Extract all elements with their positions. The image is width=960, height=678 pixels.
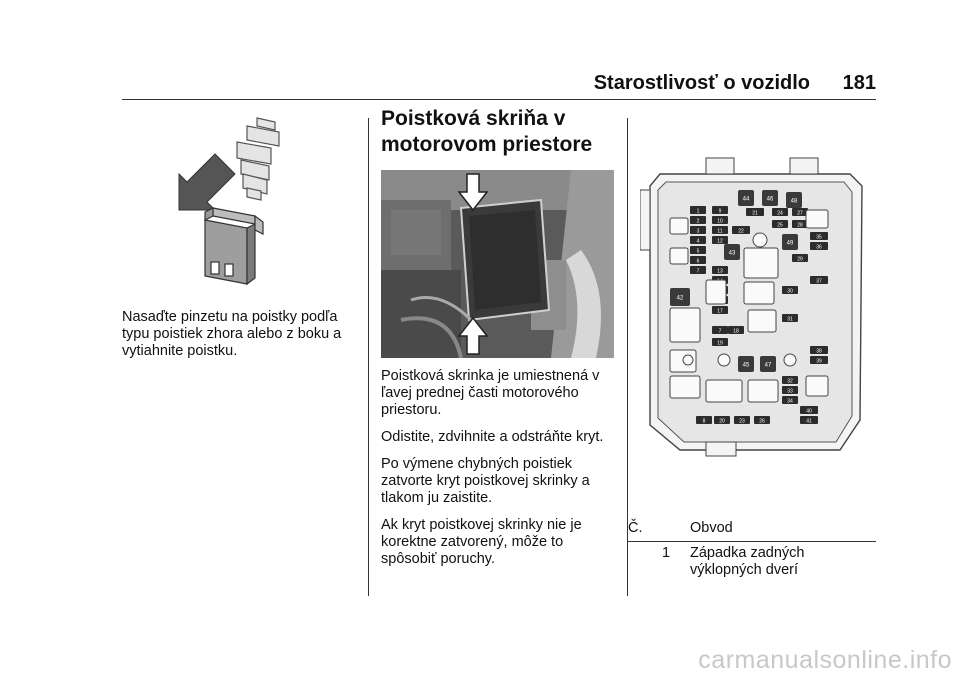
fuse-label: 30 xyxy=(787,288,793,295)
fuse-label: 35 xyxy=(816,234,822,241)
paragraph xyxy=(381,456,617,507)
fuse-label: 17 xyxy=(717,308,723,315)
fuse-label: 38 xyxy=(816,348,822,355)
engine-bay-photo xyxy=(381,170,614,358)
fuse-slot-23 xyxy=(734,416,750,425)
fuse-label: 33 xyxy=(787,388,793,395)
fuse-slot-11 xyxy=(712,226,728,235)
fuse-label: 6 xyxy=(696,258,700,265)
fuse-slot-21 xyxy=(746,208,764,217)
text-line: tlakom ju zaistite. xyxy=(381,490,493,506)
fuse-slot-10 xyxy=(712,216,728,225)
down-arrow-icon xyxy=(179,154,235,210)
fuse-slot-38 xyxy=(810,346,828,355)
header-rule xyxy=(122,99,876,100)
fuse-slot-34 xyxy=(782,396,798,405)
fuse-slot-7 xyxy=(712,326,728,335)
mounting-hole xyxy=(683,355,693,365)
relay-block xyxy=(670,218,688,234)
fuse-label: 43 xyxy=(728,250,736,257)
fuse-slot-25 xyxy=(772,220,788,229)
fuse-label: 28 xyxy=(797,222,803,229)
fuse-slot-2 xyxy=(690,216,706,225)
fuse-slot-40 xyxy=(800,406,818,415)
fuse-label: 45 xyxy=(742,362,750,369)
section-heading xyxy=(381,106,611,158)
text-line: Západka zadných xyxy=(690,545,805,561)
fuse-label: 26 xyxy=(759,418,765,425)
fuse-label: 31 xyxy=(787,316,793,323)
fuse-label: 12 xyxy=(717,238,723,245)
fuse-slot-30 xyxy=(782,286,798,295)
fuse-slot-32 xyxy=(782,376,798,385)
column-header-circuit: Obvod xyxy=(690,520,733,536)
fuse-label: 22 xyxy=(738,228,744,235)
fuse-label: 8 xyxy=(702,418,706,425)
heading-line: Poistková skriňa v xyxy=(381,107,566,130)
running-header-title: Starostlivosť o vozidlo xyxy=(593,72,810,94)
fuse-label: 13 xyxy=(717,268,723,275)
fuse-slot-44 xyxy=(738,190,754,206)
fuse-slot-48 xyxy=(786,192,802,208)
text-line: výklopných dverí xyxy=(690,562,798,578)
relay-block xyxy=(806,376,828,396)
fuse-slot-1 xyxy=(690,206,706,215)
fuse-label: 25 xyxy=(777,222,783,229)
fuse-label: 20 xyxy=(719,418,725,425)
fuse-slot-31 xyxy=(782,314,798,323)
caption-line: Nasaďte pinzetu na poistky podľa xyxy=(122,309,338,325)
fuse-slot-18 xyxy=(728,326,744,335)
fuse-slot-37 xyxy=(810,276,828,285)
fuse-puller-illustration xyxy=(175,112,285,292)
caption-line: vytiahnite poistku. xyxy=(122,343,238,359)
paragraph xyxy=(381,517,617,568)
mounting-hole xyxy=(753,233,767,247)
relay-block xyxy=(670,308,700,342)
fuse-label: 29 xyxy=(797,256,803,263)
page-number: 181 xyxy=(842,72,876,94)
fuse-label: 3 xyxy=(696,228,700,235)
fuse-label: 47 xyxy=(764,362,772,369)
text-line: Poistková skrinka je umiestnená v xyxy=(381,368,600,384)
fuse-slot-46 xyxy=(762,190,778,206)
relay-block xyxy=(706,280,726,304)
fuse-label: 27 xyxy=(797,210,803,217)
fuse-label: 18 xyxy=(733,328,739,335)
fuse-slot-7 xyxy=(690,266,706,275)
fuse-label: 11 xyxy=(717,228,723,235)
fuse-label: 24 xyxy=(777,210,783,217)
fuse-label: 36 xyxy=(816,244,822,251)
fuse-slot-12 xyxy=(712,236,728,245)
relay-block xyxy=(748,380,778,402)
fuse-label: 37 xyxy=(816,278,822,285)
text-line: korektne zatvorený, môže to xyxy=(381,534,564,550)
column-divider-left xyxy=(368,118,369,596)
fuse-slot-19 xyxy=(712,338,728,347)
fuse-slot-5 xyxy=(690,246,706,255)
relay-block xyxy=(670,248,688,264)
paragraph xyxy=(381,368,617,419)
fuse-slot-20 xyxy=(714,416,730,425)
fuse-label: 46 xyxy=(766,196,774,203)
mounting-hole xyxy=(784,354,796,366)
fuse-slot-36 xyxy=(810,242,828,251)
fuse-slot-3 xyxy=(690,226,706,235)
text-line: Ak kryt poistkovej skrinky nie je xyxy=(381,517,582,533)
text-line: priestoru. xyxy=(381,402,442,418)
text-line: zatvorte kryt poistkovej skrinky a xyxy=(381,473,590,489)
fuse-slot-17 xyxy=(712,306,728,315)
fuse-label: 44 xyxy=(742,196,750,203)
caption-line: typu poistiek zhora alebo z boku a xyxy=(122,326,342,342)
row-number: 1 xyxy=(662,545,671,561)
fuse-label: 9 xyxy=(718,208,722,215)
fuse-label: 32 xyxy=(787,378,793,385)
mounting-hole xyxy=(718,354,730,366)
text-line: spôsobiť poruchy. xyxy=(381,551,495,567)
fuse-slot-42 xyxy=(670,288,690,306)
relay-block xyxy=(748,310,776,332)
fuse-label: 48 xyxy=(790,198,798,205)
fuse-slot-8 xyxy=(696,416,712,425)
fuse-slot-24 xyxy=(772,208,788,217)
fuse-slot-9 xyxy=(712,206,728,215)
watermark: carmanualsonline.info xyxy=(698,646,952,674)
fuse-label: 4 xyxy=(696,238,700,245)
fuse-slot-47 xyxy=(760,356,776,372)
fuse-label: 5 xyxy=(696,248,700,255)
table-rule xyxy=(628,541,876,542)
relay-block xyxy=(806,210,828,228)
heading-line: motorovom priestore xyxy=(381,133,593,156)
fuse-label: 10 xyxy=(717,218,723,225)
fuse-label: 7 xyxy=(696,268,700,275)
text-line: Odistite, zdvihnite a odstráňte kryt. xyxy=(381,429,604,445)
relay-block xyxy=(744,248,778,278)
fuse-slot-39 xyxy=(810,356,828,365)
fuse-slot-22 xyxy=(732,226,750,235)
relay-block xyxy=(706,380,742,402)
column-header-number: Č. xyxy=(628,520,643,536)
paragraph xyxy=(381,429,617,446)
text-line: ľavej prednej časti motorového xyxy=(381,385,579,401)
fuse-slot-29 xyxy=(792,254,808,263)
fuse-label: 40 xyxy=(806,408,812,415)
fuse-slot-41 xyxy=(800,416,818,425)
fuse-label: 23 xyxy=(739,418,745,425)
text-line: Po výmene chybných poistiek xyxy=(381,456,573,472)
fuse-slot-26 xyxy=(754,416,770,425)
fuse-slot-49 xyxy=(782,234,798,250)
fuse-slot-6 xyxy=(690,256,706,265)
fuse-label: 34 xyxy=(787,398,793,405)
fuse-slot-45 xyxy=(738,356,754,372)
fuse-label: 19 xyxy=(717,340,723,347)
fuse-slot-33 xyxy=(782,386,798,395)
fuse-label: 1 xyxy=(696,208,700,215)
fuse-box-diagram xyxy=(640,150,870,460)
fuse-label: 41 xyxy=(806,418,812,425)
fuse-label: 39 xyxy=(816,358,822,365)
relay-block xyxy=(670,376,700,398)
fuse-label: 42 xyxy=(676,295,684,302)
relay-block xyxy=(744,282,774,304)
fuse-label: 49 xyxy=(786,240,794,247)
fuse-slot-43 xyxy=(724,244,740,260)
row-description xyxy=(690,545,840,579)
fuse-slot-35 xyxy=(810,232,828,241)
fuse-slot-4 xyxy=(690,236,706,245)
fuse-slot-13 xyxy=(712,266,728,275)
fuse-label: 7 xyxy=(718,328,722,335)
fuse-label: 21 xyxy=(752,210,758,217)
fuse-label: 2 xyxy=(696,218,700,225)
